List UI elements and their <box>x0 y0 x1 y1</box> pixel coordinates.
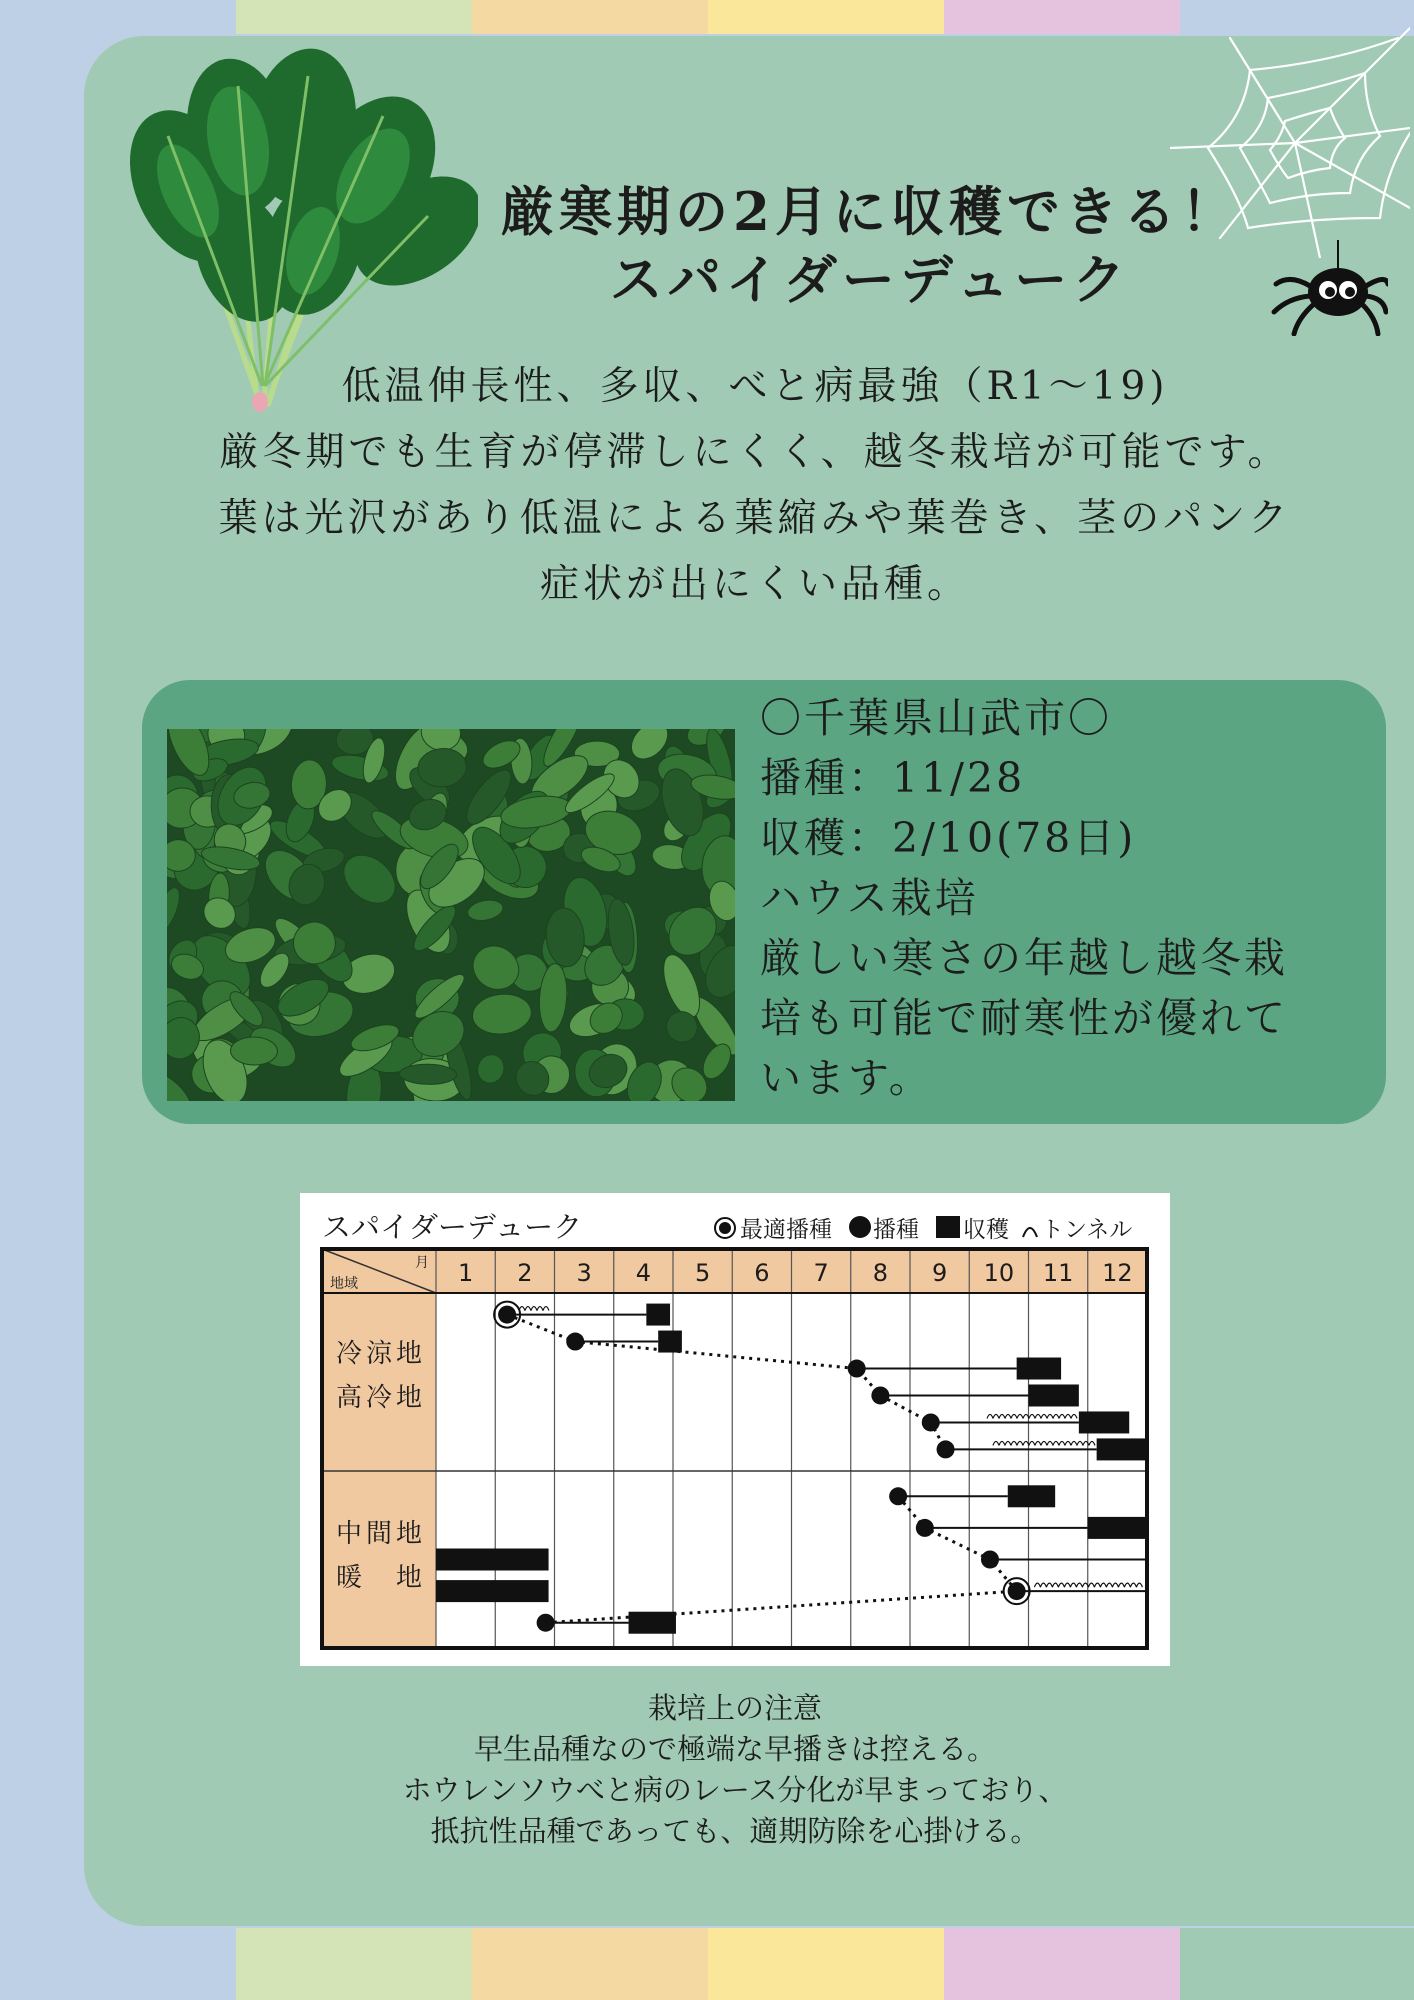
notes-line-2: ホウレンソウべと病のレース分化が早まっており、 <box>402 1773 1068 1807</box>
month-label: 4 <box>635 1259 652 1287</box>
intro-line-2: 厳冬期でも生育が停滞しにくく、越冬栽培が可能です。 <box>219 430 1291 475</box>
harvest-period <box>1097 1438 1147 1460</box>
harvest-period <box>436 1549 549 1571</box>
legend-optimal-sow-dot <box>719 1222 731 1234</box>
trial-desc-3: います。 <box>760 1054 933 1102</box>
notes-line-3: 抵抗性品種であっても、適期防除を心掛ける。 <box>430 1814 1040 1848</box>
legend-harvest: 収穫 <box>963 1217 1009 1243</box>
calendar-legend <box>715 1216 1132 1243</box>
month-label: 2 <box>517 1259 533 1287</box>
harvest-period <box>646 1304 670 1326</box>
month-label: 1 <box>457 1259 474 1287</box>
notes-line-1: 早生品種なので極端な早播きは控える。 <box>473 1732 996 1766</box>
variety-description <box>150 354 1360 618</box>
sowing-point <box>871 1386 889 1404</box>
trial-info <box>760 688 1340 1108</box>
tunnel-period <box>519 1307 549 1311</box>
harvest-period <box>1029 1384 1079 1406</box>
tunnel-period <box>1034 1583 1142 1587</box>
legend-tunnel-mark <box>1023 1228 1037 1237</box>
legend-optimal-sow: 最適播種 <box>740 1217 832 1243</box>
harvest-period <box>1017 1358 1061 1380</box>
legend-tunnel: トンネル <box>1041 1217 1133 1243</box>
trial-harvest-date: 収穫：2/10(78日) <box>760 814 1137 862</box>
trial-desc-2: 培も可能で耐寒性が優れて <box>760 994 1288 1042</box>
top-stripe-pink <box>944 0 1180 34</box>
intro-line-1: 低温伸長性、多収、べと病最強（R1〜19) <box>341 364 1169 409</box>
calendar-title: スパイダーデューク <box>322 1210 583 1244</box>
top-stripe-blue <box>0 0 236 34</box>
legend-harvest-mark <box>936 1216 960 1238</box>
month-label: 7 <box>813 1259 829 1287</box>
legend-sow: 播種 <box>873 1217 919 1243</box>
calendar-chart <box>300 1193 1170 1666</box>
bottom-stripe-blue <box>0 1928 236 2000</box>
tunnel-period <box>987 1414 1077 1418</box>
cultivation-notes <box>300 1688 1170 1852</box>
title-line-2: スパイダーデューク <box>609 249 1131 311</box>
harvest-period <box>1079 1411 1129 1433</box>
trial-sowing-date: 播種：11/28 <box>760 754 1026 802</box>
trial-location: 〇千葉県山武市〇 <box>760 694 1112 742</box>
spinach-field-photo <box>167 729 735 1101</box>
month-label: 3 <box>576 1259 592 1287</box>
month-label: 11 <box>1042 1259 1074 1287</box>
bottom-stripe-orange <box>472 1928 708 2000</box>
sowing-point <box>937 1440 955 1458</box>
header-region-label: 地域 <box>330 1276 358 1292</box>
intro-line-4: 症状が出にくい品種。 <box>539 562 970 607</box>
page-title <box>430 178 1310 314</box>
notes-heading: 栽培上の注意 <box>647 1691 822 1725</box>
bottom-stripe-green <box>236 1928 472 2000</box>
sowing-trend-line <box>546 1496 1017 1622</box>
trial-cultivation-method: ハウス栽培 <box>760 874 979 922</box>
photo-leaf <box>230 1037 277 1066</box>
trial-desc-1: 厳しい寒さの年越し越冬栽 <box>760 934 1288 982</box>
tunnel-period <box>993 1441 1095 1445</box>
top-stripe-green <box>236 0 472 34</box>
bottom-stripe-pink <box>944 1928 1180 2000</box>
region-cold-line-1: 冷涼地 <box>336 1339 427 1369</box>
sowing-point <box>848 1360 866 1378</box>
cropping-calendar <box>300 1193 1170 1666</box>
region-cold-line-2: 高冷地 <box>336 1383 427 1413</box>
month-label: 5 <box>694 1259 711 1287</box>
region-warm-line-1: 中間地 <box>336 1519 427 1549</box>
intro-line-3: 葉は光沢があり低温による葉縮みや葉巻き、茎のパンク <box>218 496 1292 541</box>
top-stripe-orange <box>472 0 708 34</box>
month-label: 12 <box>1102 1259 1133 1287</box>
month-label: 9 <box>931 1259 948 1287</box>
month-label: 6 <box>754 1259 770 1287</box>
bottom-stripe-end <box>1180 1928 1414 2000</box>
bottom-stripe-yellow <box>708 1928 944 2000</box>
harvest-period <box>436 1580 549 1602</box>
harvest-period <box>1008 1485 1055 1507</box>
header-month-label: 月 <box>415 1255 429 1271</box>
calendar-header-row <box>322 1249 1147 1293</box>
top-stripe-yellow <box>708 0 944 34</box>
sowing-point <box>537 1614 555 1632</box>
title-line-1: 厳寒期の2月に収穫できる！ <box>501 181 1239 243</box>
legend-sow-dot <box>849 1216 871 1238</box>
region-warm-line-2: 暖 地 <box>336 1563 427 1593</box>
sowing-point <box>498 1306 516 1324</box>
month-label: 8 <box>872 1259 889 1287</box>
harvest-period <box>1088 1517 1147 1539</box>
month-label: 10 <box>983 1259 1015 1287</box>
